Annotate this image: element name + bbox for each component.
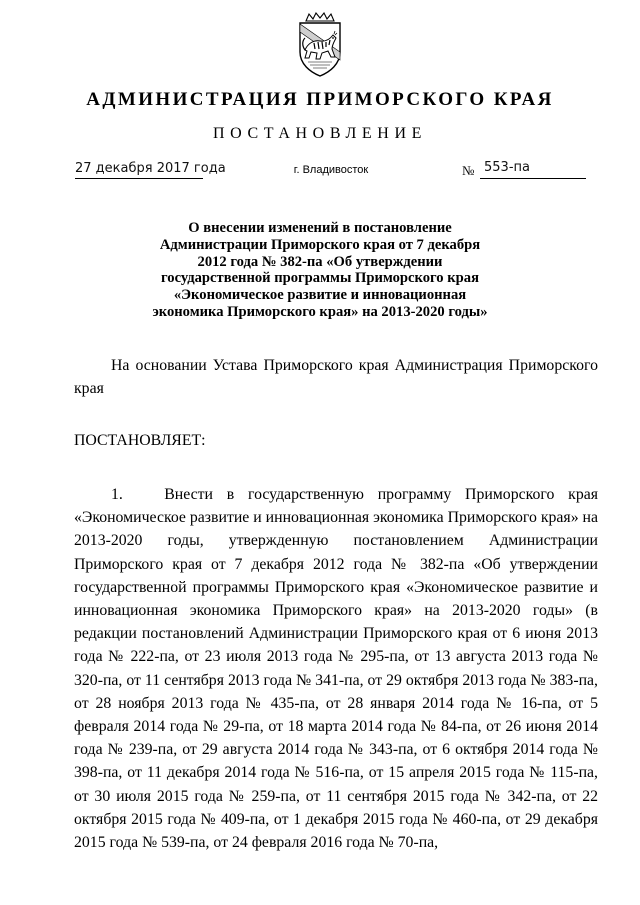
number-underline: [480, 178, 586, 179]
organization-title: АДМИНИСТРАЦИЯ ПРИМОРСКОГО КРАЯ: [86, 89, 554, 110]
item-1-paragraph: 1. Внести в государственную программу Приморского края «Экономическое развитие и инновационная экономика Приморского края» на 2013-2020 годы, утвержденную постановлением Администрации Приморского края от 7 декабря 2012 года № 382-па «Об утверждении государственной программы Приморского края «Экономическое развитие и инновационная экономика Приморского края» на 2013-2020 годы» (в редакции постановлений Администрации Приморского края от 6 июня 2013 года № 222-па, от 23 июля 2013 года № 295-па, от 13 августа 2013 года № 320-па, от 11 сентября 2013 года № 341-па, от 29 октября 2013 года № 383-па, от 28 ноября 2013 года № 435-па, от 28 января 2014 года № 16-па, от 5 февраля 2014 года № 29-па, от 18 марта 2014 года № 84-па, от 26 июня 2014 года № 239-па, от 29 августа 2014 года № 343-па, от 6 октября 2014 года № 398-па, от 11 декабря 2014 года № 516-па, от 15 апреля 2015 года № 115-па, от 30 июля 2015 года № 259-па, от 11 сентября 2015 года № 342-па, от 22 октября 2015 года № 409-па, от 1 декабря 2015 года № 460-па, от 29 декабря 2015 года № 539-па, от 24 февраля 2016 года № 70-па,: [74, 486, 599, 852]
subject-line: Администрации Приморского края от 7 декабря: [159, 236, 481, 253]
subject-line: 2012 года № 382-па «Об утверждении: [197, 253, 443, 270]
document-subject: [120, 220, 520, 321]
decree-heading: ПОСТАНОВЛЯЕТ:: [74, 432, 206, 449]
basis-paragraph: На основании Устава Приморского края Администрация Приморского края: [74, 357, 598, 398]
document-city: г. Владивосток: [293, 164, 369, 176]
coat-of-arms-emblem: [294, 12, 346, 78]
date-underline: [75, 178, 203, 179]
subject-line: государственной программы Приморского края: [161, 270, 479, 287]
document-number-label: №: [462, 163, 475, 178]
document-number: 553-па: [484, 160, 530, 175]
subject-line: «Экономическое развитие и инновационная: [173, 287, 467, 304]
subject-line: О внесении изменений в постановление: [188, 220, 452, 236]
document-type: ПОСТАНОВЛЕНИЕ: [213, 125, 427, 142]
document-date: 27 декабря 2017 года: [75, 161, 226, 176]
primorsky-coat-of-arms-icon: [294, 12, 346, 78]
subject-line: экономика Приморского края» на 2013-2020 годы»: [152, 303, 488, 320]
